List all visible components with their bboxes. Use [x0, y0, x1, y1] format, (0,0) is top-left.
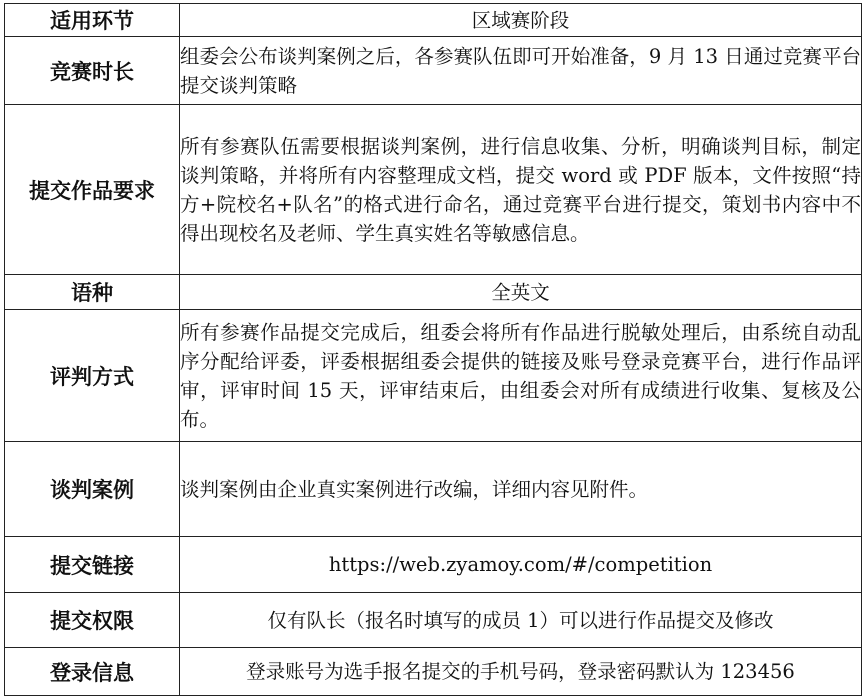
- table-row: [5, 593, 862, 648]
- table-row: [5, 275, 862, 310]
- table-row: [5, 37, 862, 105]
- row-label: 提交作品要求: [5, 105, 180, 275]
- row-value: 所有参赛作品提交完成后，组委会将所有作品进行脱敏处理后，由系统自动乱序分配给评委，评委根据组委会提供的链接及账号登录竞赛平台，进行作品评审，评审时间 15 天，评审结束后，由组委会对所有成绩进行收集、复核及公布。: [180, 310, 862, 442]
- row-label: 适用环节: [5, 4, 180, 37]
- table-row: [5, 310, 862, 442]
- row-value: 所有参赛队伍需要根据谈判案例，进行信息收集、分析，明确谈判目标，制定谈判策略，并将所有内容整理成文档，提交 word 或 PDF 版本，文件按照“持方+院校名+队名”的格式进行命名，通过竞赛平台进行提交，策划书内容中不得出现校名及老师、学生真实姓名等敏感信息。: [180, 105, 862, 275]
- row-label: 竞赛时长: [5, 37, 180, 105]
- row-value: 仅有队长（报名时填写的成员 1）可以进行作品提交及修改: [180, 593, 862, 648]
- row-value: 区域赛阶段: [180, 4, 862, 37]
- table-row: [5, 537, 862, 593]
- row-label: 谈判案例: [5, 442, 180, 537]
- row-value: 组委会公布谈判案例之后，各参赛队伍即可开始准备，9 月 13 日通过竞赛平台提交谈判策略: [180, 37, 862, 105]
- row-label: 语种: [5, 275, 180, 310]
- row-label: 提交链接: [5, 537, 180, 593]
- row-label: 评判方式: [5, 310, 180, 442]
- row-value: 登录账号为选手报名提交的手机号码，登录密码默认为 123456: [180, 648, 862, 696]
- row-label: 登录信息: [5, 648, 180, 696]
- table-row: [5, 442, 862, 537]
- submission-link: https://web.zyamoy.com/#/competition: [180, 537, 862, 593]
- table-row: [5, 4, 862, 37]
- row-value: 全英文: [180, 275, 862, 310]
- table-row: [5, 648, 862, 696]
- row-label: 提交权限: [5, 593, 180, 648]
- row-value: 谈判案例由企业真实案例进行改编，详细内容见附件。: [180, 442, 862, 537]
- competition-info-table: [4, 3, 862, 696]
- table-row: [5, 105, 862, 275]
